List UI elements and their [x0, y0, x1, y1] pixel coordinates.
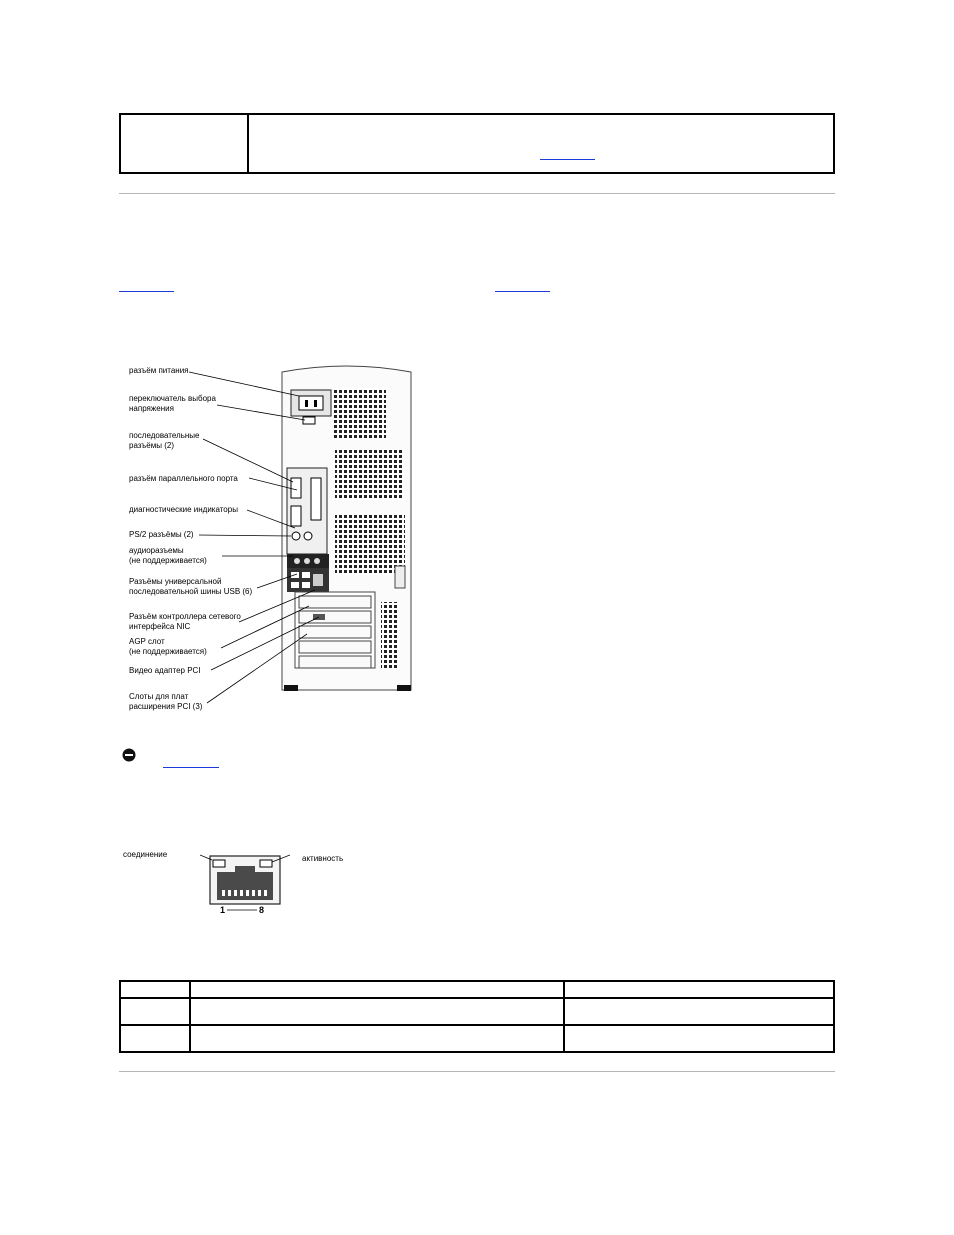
section-divider: [119, 193, 835, 194]
chassis-foot-left: [284, 685, 298, 691]
pci-slot-1: [299, 626, 371, 638]
notice-icon: [122, 748, 136, 762]
table-header-cell-2: [190, 981, 564, 998]
label-link: соединение: [123, 850, 168, 859]
table-row-1-cell-2: [190, 998, 564, 1025]
label-serial-1: последовательные: [129, 431, 200, 440]
label-pci-slots-1: Слоты для плат: [129, 692, 189, 701]
bottom-divider: [119, 1071, 835, 1072]
table-row-1-cell-3: [564, 998, 834, 1025]
label-audio-2: (не поддерживается): [129, 556, 207, 565]
label-agp-1: AGP слот: [129, 637, 165, 646]
ps2-port-1: [292, 532, 300, 540]
label-nic-1: Разъём контроллера сетевого: [129, 612, 241, 621]
table-row-2-cell-1: [120, 1025, 190, 1052]
pci-slot-2: [299, 641, 371, 653]
led-status-table: [119, 980, 835, 1053]
activity-led: [260, 860, 272, 867]
network-connector-diagram: [200, 850, 290, 920]
pin-last-label: 8: [259, 905, 265, 915]
pci-slot-3: [299, 656, 371, 668]
power-socket: [299, 396, 323, 410]
agp-slot: [299, 596, 371, 608]
label-serial-2: разъёмы (2): [129, 441, 174, 450]
table-row-2-cell-3: [564, 1025, 834, 1052]
parallel-port: [311, 478, 321, 520]
serial-port-2: [291, 506, 301, 526]
label-voltage-switch-1: переключатель выбора: [129, 394, 216, 403]
label-power-connector: разъём питания: [129, 366, 189, 375]
label-activity: активность: [302, 854, 344, 863]
table-header-cell-3: [564, 981, 834, 998]
table-row-1-cell-1: [120, 998, 190, 1025]
top-info-table: [119, 113, 835, 174]
link-2[interactable]: [495, 291, 550, 292]
label-usb-1: Разъёмы универсальной: [129, 577, 222, 586]
top-table-cell-label: [120, 114, 248, 173]
label-ps2: PS/2 разъёмы (2): [129, 530, 194, 539]
ps2-port-2: [304, 532, 312, 540]
label-pci-slots-2: расширения PCI (3): [129, 702, 203, 711]
pin-first-label: 1: [220, 905, 226, 915]
label-video-adapter: Видео адаптер PCI: [129, 666, 201, 675]
voltage-switch: [303, 417, 315, 424]
table-header-cell-1: [120, 981, 190, 998]
top-table-link[interactable]: [540, 159, 595, 160]
vent-middle: [335, 450, 403, 500]
notice-link[interactable]: [163, 767, 219, 768]
label-audio-1: аудиоразъемы: [129, 546, 184, 555]
label-agp-2: (не поддерживается): [129, 647, 207, 656]
label-usb-2: последовательной шины USB (6): [129, 587, 253, 596]
lock-slot: [395, 566, 405, 588]
vent-top: [334, 388, 386, 440]
vent-side: [381, 602, 399, 670]
label-voltage-switch-2: напряжения: [129, 404, 174, 413]
link-1[interactable]: [119, 291, 174, 292]
serial-port-1: [291, 478, 301, 498]
label-parallel-port: разъём параллельного порта: [129, 474, 238, 483]
label-nic-2: интерфейса NIC: [129, 622, 191, 631]
chassis-foot-right: [397, 685, 411, 691]
table-row-2-cell-2: [190, 1025, 564, 1052]
label-diagnostic-lights: диагностические индикаторы: [129, 505, 238, 514]
link-led: [213, 860, 225, 867]
top-table-cell-content: [248, 114, 834, 173]
